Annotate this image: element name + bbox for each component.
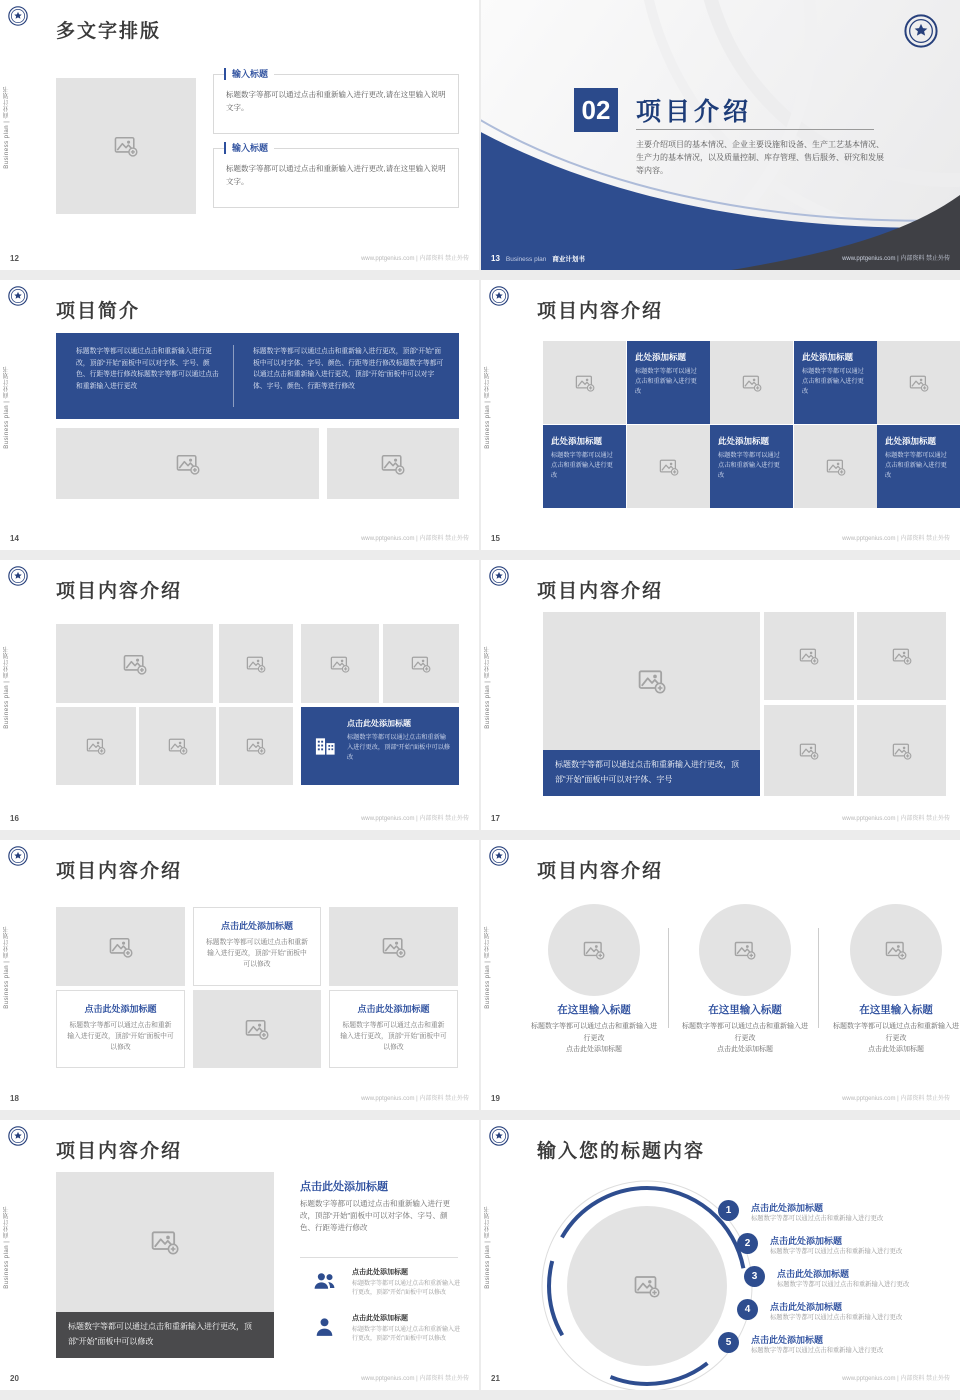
image-placeholder-icon — [381, 453, 405, 475]
card-body: 标题数字等都可以通过点击和重新输入进行更改，顶部“开始”面板中可以修改 — [340, 1022, 447, 1051]
item-heading: 点击此处添加标题 — [352, 1315, 408, 1322]
image-placeholder — [857, 705, 946, 796]
image-placeholder — [56, 78, 196, 214]
tile-heading: 此处添加标题 — [551, 436, 603, 446]
building-icon — [314, 735, 337, 758]
section-title: 项目介绍 — [636, 98, 753, 126]
image-placeholder — [301, 624, 379, 703]
image-placeholder-icon — [659, 458, 679, 476]
step-heading: 点击此处添加标题 — [770, 1236, 843, 1246]
image-placeholder — [329, 907, 458, 986]
tile-body: 标题数字等都可以通过点击和重新输入进行更改 — [718, 452, 780, 479]
school-logo-icon — [489, 1126, 509, 1146]
slide-21[interactable] — [481, 1120, 960, 1390]
image-placeholder-icon — [892, 742, 912, 760]
tile-body: 标题数字等都可以通过点击和重新输入进行更改 — [885, 452, 947, 479]
tile-heading: 此处添加标题 — [635, 352, 687, 362]
school-logo-icon — [8, 286, 28, 306]
card-heading: 输入标题 — [224, 68, 274, 80]
image-placeholder-icon — [176, 453, 200, 475]
slide-title: 项目内容介绍 — [537, 581, 664, 602]
vertical-label: Business plan | 商业计划书 — [485, 366, 491, 449]
step-number: 5 — [718, 1332, 739, 1353]
image-placeholder-icon — [734, 940, 756, 960]
image-placeholder-icon — [742, 374, 762, 392]
feature-tile — [877, 425, 960, 508]
vertical-label: Business plan | 商业计划书 — [4, 926, 10, 1009]
image-placeholder — [219, 624, 293, 703]
image-placeholder-icon — [634, 1274, 660, 1298]
tile-body: 标题数字等都可以通过点击和重新输入进行更改 — [635, 368, 697, 395]
slide-title: 项目简介 — [56, 301, 141, 322]
item-body: 标题数字等都可以通过点击和重新输入进行更改，顶部“开始”面板中可以修改 — [352, 1281, 461, 1296]
page-number: 19 — [491, 1094, 500, 1103]
circle-body-line: 点击此处添加标题 — [566, 1046, 622, 1053]
text-card — [329, 990, 458, 1068]
vertical-label: Business plan | 商业计划书 — [485, 646, 491, 729]
tile-heading: 此处添加标题 — [885, 436, 937, 446]
slide-title: 多文字排版 — [56, 21, 162, 42]
tile-heading: 此处添加标题 — [718, 436, 770, 446]
school-logo-icon — [8, 6, 28, 26]
image-placeholder — [764, 612, 854, 700]
list-item — [300, 1313, 460, 1347]
vertical-label: Business plan | 商业计划书 — [4, 366, 10, 449]
step-body: 标题数字等都可以通过点击和重新输入进行更改 — [770, 1248, 903, 1255]
step-heading: 点击此处添加标题 — [751, 1335, 824, 1345]
image-placeholder-icon — [86, 737, 106, 755]
image-placeholder — [857, 612, 946, 700]
step-number: 3 — [744, 1266, 765, 1287]
content-paragraph: 标题数字等都可以通过点击和重新输入进行更改，顶部“开始”面板中可以对字体、字号、颜色、行距等进行修改 — [300, 1199, 450, 1232]
list-item — [300, 1267, 460, 1301]
image-placeholder — [877, 341, 960, 424]
school-logo-icon — [489, 846, 509, 866]
text-card — [213, 143, 459, 208]
card-body: 标题数字等都可以通过点击和重新输入进行更改，顶部“开始”面板中可以修改 — [67, 1022, 174, 1051]
feature-tile — [543, 425, 626, 508]
image-placeholder — [193, 990, 321, 1068]
footer-book: 商业计划书 — [552, 256, 585, 263]
step-number: 2 — [737, 1233, 758, 1254]
divider — [300, 1257, 458, 1258]
slide-20[interactable] — [0, 1120, 479, 1390]
tile-body: 标题数字等都可以通过点击和重新输入进行更改 — [802, 368, 864, 395]
image-placeholder — [56, 624, 213, 703]
image-placeholder — [567, 1206, 727, 1366]
image-placeholder-icon — [168, 737, 188, 755]
image-placeholder — [543, 612, 760, 750]
watermark: www.pptgenius.com | 内部资料 禁止外传 — [842, 536, 950, 542]
card-body: 标题数字等都可以通过点击和重新输入进行更改，顶部“开始”面板中可以修改 — [206, 939, 308, 968]
vertical-label: Business plan | 商业计划书 — [4, 86, 10, 169]
page-number: 15 — [491, 534, 500, 543]
image-placeholder — [56, 1172, 274, 1312]
watermark: www.pptgenius.com | 内部资料 禁止外传 — [361, 816, 469, 822]
image-placeholder-icon — [151, 1229, 179, 1255]
image-placeholder — [139, 707, 216, 785]
circle-heading: 在这里输入标题 — [708, 1004, 782, 1016]
feature-tile — [794, 341, 877, 424]
slide-title: 项目内容介绍 — [56, 861, 183, 882]
people-icon — [312, 1269, 337, 1294]
slide-title: 项目内容介绍 — [56, 1141, 183, 1162]
circle-body — [531, 1021, 657, 1056]
page-number: 13 — [491, 254, 500, 263]
section-divider — [668, 928, 669, 1028]
section-number: 02 — [574, 88, 618, 132]
card-body: 标题数字等都可以通过点击和重新输入进行更改,请在这里输入说明文字。 — [226, 90, 446, 112]
school-logo-icon — [8, 846, 28, 866]
image-placeholder-icon — [583, 940, 605, 960]
circle-body-line: 点击此处添加标题 — [717, 1046, 773, 1053]
card-heading: 输入标题 — [224, 142, 274, 154]
school-logo-icon — [8, 1126, 28, 1146]
step-heading: 点击此处添加标题 — [751, 1203, 824, 1213]
vertical-label: Business plan | 商业计划书 — [485, 1206, 491, 1289]
circle-body-line: 标题数字等都可以通过点击和重新输入进行更改 — [531, 1023, 657, 1042]
tile-body: 标题数字等都可以通过点击和重新输入进行更改 — [551, 452, 613, 479]
feature-tile — [710, 425, 793, 508]
image-placeholder — [56, 907, 185, 986]
card-heading: 点击此处添加标题 — [84, 1004, 157, 1014]
image-placeholder — [219, 707, 293, 785]
circle-body — [833, 1021, 959, 1056]
image-placeholder-icon — [330, 655, 350, 673]
image-placeholder-icon — [123, 653, 147, 675]
feature-tile — [627, 341, 710, 424]
step-heading: 点击此处添加标题 — [777, 1269, 850, 1279]
text-card — [56, 990, 185, 1068]
slide-18[interactable] — [0, 840, 479, 1110]
content-heading: 点击此处添加标题 — [300, 1181, 388, 1193]
step-body: 标题数字等都可以通过点击和重新输入进行更改 — [770, 1314, 903, 1321]
step-body: 标题数字等都可以通过点击和重新输入进行更改 — [751, 1215, 884, 1222]
school-logo-icon — [8, 566, 28, 586]
page-number: 21 — [491, 1374, 500, 1383]
image-placeholder-icon — [245, 1018, 269, 1040]
card-heading: 点击此处添加标题 — [357, 1004, 430, 1014]
step-number: 1 — [718, 1200, 739, 1221]
footer — [491, 254, 585, 263]
column-divider — [233, 345, 234, 407]
image-placeholder — [794, 425, 877, 508]
image-placeholder — [699, 904, 791, 996]
section-divider — [818, 928, 819, 1028]
slide-16[interactable] — [0, 560, 479, 830]
section-description: 主要介绍项目的基本情况、企业主要设施和设备、生产工艺基本情况、生产力的基本情况，以及质量控制、库存管理、售后服务、研究和发展等内容。 — [636, 140, 884, 175]
background-swoosh — [481, 0, 960, 270]
watermark: www.pptgenius.com | 内部资料 禁止外传 — [842, 1096, 950, 1102]
page-number: 14 — [10, 534, 19, 543]
slide-title: 输入您的标题内容 — [537, 1141, 706, 1162]
page-number: 18 — [10, 1094, 19, 1103]
footer-brand: Business plan — [505, 256, 547, 263]
university-seal-icon — [904, 14, 938, 48]
image-caption: 标题数字等都可以通过点击和重新输入进行更改，顶部“开始”面板中可以对字体、字号 — [543, 750, 760, 796]
circle-heading: 在这里输入标题 — [859, 1004, 933, 1016]
image-placeholder — [764, 705, 854, 796]
watermark: www.pptgenius.com | 内部资料 禁止外传 — [361, 256, 469, 262]
school-logo-icon — [489, 566, 509, 586]
watermark: www.pptgenius.com | 内部资料 禁止外传 — [842, 816, 950, 822]
title-divider — [636, 129, 874, 130]
image-placeholder — [850, 904, 942, 996]
slide-17[interactable] — [481, 560, 960, 830]
step-body: 标题数字等都可以通过点击和重新输入进行更改 — [751, 1347, 884, 1354]
vertical-label: Business plan | 商业计划书 — [4, 1206, 10, 1289]
circle-heading: 在这里输入标题 — [557, 1004, 631, 1016]
slide-title: 项目内容介绍 — [56, 581, 183, 602]
image-placeholder-icon — [892, 647, 912, 665]
step-number: 4 — [737, 1299, 758, 1320]
step-body: 标题数字等都可以通过点击和重新输入进行更改 — [777, 1281, 910, 1288]
vertical-label: Business plan | 商业计划书 — [4, 646, 10, 729]
image-placeholder-icon — [246, 655, 266, 673]
image-placeholder — [627, 425, 710, 508]
image-placeholder-icon — [826, 458, 846, 476]
circle-body-line: 标题数字等都可以通过点击和重新输入进行更改 — [833, 1023, 959, 1042]
slide-title: 项目内容介绍 — [537, 861, 664, 882]
watermark: www.pptgenius.com | 内部资料 禁止外传 — [842, 256, 950, 262]
image-placeholder — [548, 904, 640, 996]
slide-19[interactable] — [481, 840, 960, 1110]
image-placeholder-icon — [411, 655, 431, 673]
watermark: www.pptgenius.com | 内部资料 禁止外传 — [361, 1376, 469, 1382]
image-placeholder — [56, 428, 319, 499]
image-placeholder-icon — [909, 374, 929, 392]
watermark: www.pptgenius.com | 内部资料 禁止外传 — [361, 1096, 469, 1102]
text-card — [213, 69, 459, 134]
card-heading: 点击此处添加标题 — [220, 921, 293, 931]
circle-body-line: 标题数字等都可以通过点击和重新输入进行更改 — [682, 1023, 808, 1042]
intro-text-panel — [56, 333, 459, 419]
text-column: 标题数字等都可以通过点击和重新输入进行更改，顶部“开始”面板中可以对字体、字号、颜色、行距等进行修改标题数字等都可以通过点击和重新输入进行更改，顶部“开始”面板中可以对字体、字号、颜色、行距等进行修改 — [253, 348, 444, 390]
item-body: 标题数字等都可以通过点击和重新输入进行更改，顶部“开始”面板中可以修改 — [352, 1327, 461, 1342]
slide-title: 项目内容介绍 — [537, 301, 664, 322]
text-column: 标题数字等都可以通过点击和重新输入进行更改，顶部“开始”面板中可以对字体、字号、颜色、行距等进行修改标题数字等都可以通过点击和重新输入进行更改 — [76, 348, 219, 390]
image-placeholder-icon — [575, 374, 595, 392]
feature-heading: 点击此处添加标题 — [347, 719, 411, 728]
page-number: 16 — [10, 814, 19, 823]
image-placeholder — [383, 624, 459, 703]
step-heading: 点击此处添加标题 — [770, 1302, 843, 1312]
image-placeholder-icon — [109, 936, 133, 958]
image-placeholder — [327, 428, 459, 499]
slide-13[interactable] — [481, 0, 960, 270]
page-number: 17 — [491, 814, 500, 823]
image-placeholder-icon — [799, 742, 819, 760]
image-placeholder — [56, 707, 136, 785]
school-logo-icon — [489, 286, 509, 306]
image-placeholder-icon — [638, 668, 666, 694]
feature-callout — [301, 707, 459, 785]
page-number: 20 — [10, 1374, 19, 1383]
vertical-label: Business plan | 商业计划书 — [485, 926, 491, 1009]
text-card — [193, 907, 321, 986]
tile-heading: 此处添加标题 — [802, 352, 854, 362]
image-placeholder-icon — [246, 737, 266, 755]
feature-body: 标题数字等都可以通过点击和重新输入进行更改，顶部“开始”面板中可以修改 — [347, 734, 451, 761]
person-icon — [312, 1315, 337, 1340]
watermark: www.pptgenius.com | 内部资料 禁止外传 — [361, 536, 469, 542]
image-placeholder-icon — [885, 940, 907, 960]
image-placeholder — [710, 341, 793, 424]
card-body: 标题数字等都可以通过点击和重新输入进行更改,请在这里输入说明文字。 — [226, 164, 446, 186]
image-placeholder-icon — [114, 135, 138, 157]
image-placeholder — [543, 341, 626, 424]
image-caption: 标题数字等都可以通过点击和重新输入进行更改，顶部“开始”面板中可以修改 — [56, 1312, 274, 1358]
watermark: www.pptgenius.com | 内部资料 禁止外传 — [842, 1376, 950, 1382]
slide-15[interactable] — [481, 280, 960, 550]
circle-body — [682, 1021, 808, 1056]
circle-body-line: 点击此处添加标题 — [868, 1046, 924, 1053]
item-heading: 点击此处添加标题 — [352, 1269, 408, 1276]
slide-14[interactable] — [0, 280, 479, 550]
image-placeholder-icon — [382, 936, 406, 958]
page-number: 12 — [10, 254, 19, 263]
slide-12[interactable] — [0, 0, 479, 270]
image-placeholder-icon — [799, 647, 819, 665]
